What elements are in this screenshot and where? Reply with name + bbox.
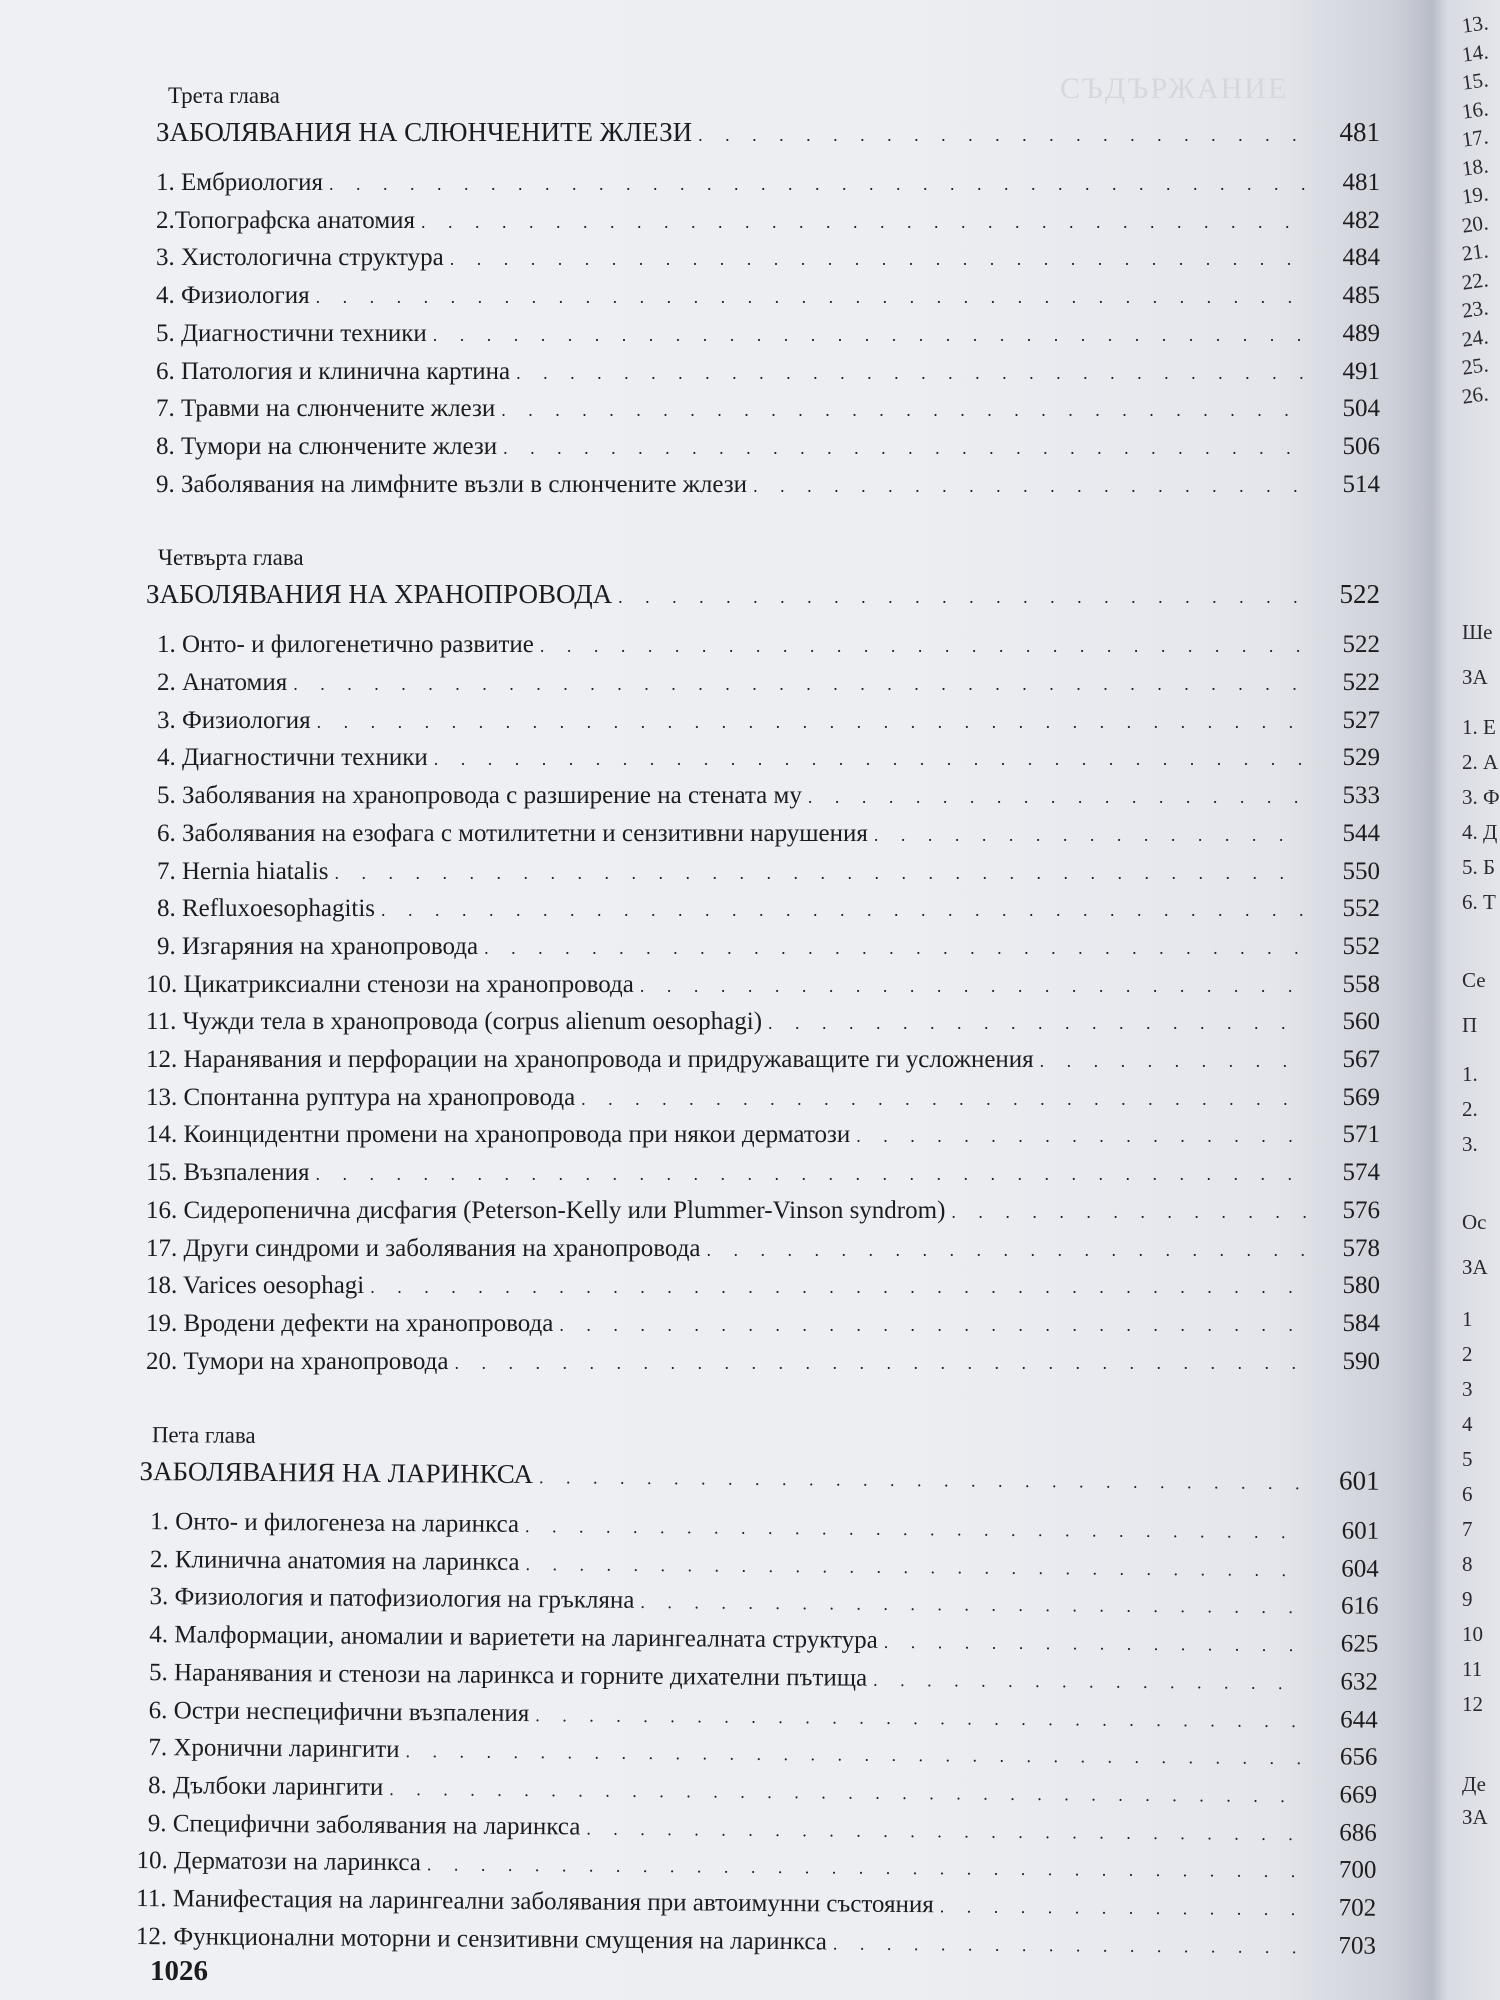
entry-title: 2. Анатомия (157, 669, 288, 697)
facing-line: Ше (1462, 620, 1493, 644)
entry-title: 7. Хронични ларингити (148, 1734, 400, 1764)
dot-leader (808, 779, 1306, 816)
facing-line: 4. Д (1462, 820, 1498, 844)
toc-entry[interactable] (146, 1344, 1380, 1382)
entry-title: 7. Hernia hiatalis (157, 857, 329, 885)
facing-line: 5 (1462, 1447, 1473, 1471)
page-number: 544 (1342, 819, 1380, 847)
entry-title: 10. Цикатриксиални стенози на хранопровода (146, 970, 634, 998)
toc-entry[interactable] (146, 1117, 1380, 1155)
page-number: 529 (1342, 744, 1380, 772)
facing-line: 20. (1460, 209, 1490, 238)
facing-line: 6. Т (1462, 890, 1496, 914)
dot-leader (405, 1734, 1303, 1778)
dot-leader (450, 241, 1306, 278)
entry-title: 5. Диагностични техники (156, 319, 427, 347)
chapter-title: ЗАБОЛЯВАНИЯ НА ЛАРИНКСА (139, 1456, 534, 1490)
page-number: 481 (1342, 169, 1380, 196)
toc-entry[interactable] (146, 929, 1380, 967)
dot-leader (856, 1118, 1306, 1155)
page-number: 522 (1342, 631, 1380, 659)
dot-leader (516, 355, 1306, 392)
dot-leader (329, 166, 1306, 203)
page-number: 506 (1342, 432, 1380, 460)
facing-line: 16. (1460, 95, 1490, 124)
dot-leader (421, 204, 1306, 241)
page-number: 703 (1338, 1932, 1377, 1960)
page-number: 481 (1339, 117, 1380, 147)
facing-line: 3 (1462, 1377, 1473, 1401)
toc-entry[interactable] (146, 778, 1380, 816)
dot-leader (951, 1194, 1306, 1231)
toc-entry[interactable] (146, 1004, 1380, 1042)
page-number: 625 (1340, 1630, 1379, 1659)
dot-leader (317, 704, 1306, 741)
toc-entry[interactable] (146, 1193, 1380, 1231)
facing-line: 10 (1462, 1622, 1483, 1646)
facing-line: 4 (1462, 1412, 1473, 1436)
page-number: 522 (1339, 579, 1380, 610)
entry-title: 3. Физиология и патофизиология на гръкляна (149, 1583, 635, 1615)
entry-title: 9. Заболявания на лимфните възли в слюнчените жлези (156, 470, 748, 498)
page-number: 616 (1340, 1593, 1379, 1621)
dot-leader (501, 392, 1306, 429)
page-number: 550 (1342, 857, 1380, 885)
page-number: 576 (1342, 1196, 1380, 1224)
facing-line: 25. (1460, 352, 1490, 380)
facing-line: Де (1462, 1772, 1486, 1796)
dot-leader (535, 1697, 1304, 1740)
page-number: 669 (1339, 1781, 1378, 1810)
facing-line: 13. (1460, 10, 1490, 38)
toc-entry[interactable] (146, 703, 1380, 741)
toc-entry[interactable] (146, 740, 1380, 778)
entry-title: 20. Тумори на хранопровода (146, 1347, 449, 1375)
toc-entry[interactable] (146, 891, 1380, 929)
dot-leader (698, 117, 1306, 153)
facing-line: 5. Б (1462, 855, 1496, 879)
toc-entry[interactable] (146, 1155, 1380, 1193)
entry-list (146, 627, 1380, 1381)
page-number: 489 (1342, 319, 1380, 347)
dot-leader (433, 317, 1306, 354)
facing-line: 1. (1462, 1062, 1478, 1086)
facing-line: П (1462, 1013, 1478, 1037)
page-number: 514 (1342, 470, 1380, 498)
chapter-label: Пета глава (151, 1422, 256, 1449)
page-number: 504 (1342, 395, 1380, 423)
page-number: 560 (1342, 1008, 1380, 1036)
facing-line: ЗА (1462, 1805, 1488, 1829)
facing-line: ЗА (1462, 1255, 1488, 1279)
toc-entry[interactable] (146, 816, 1380, 854)
dot-leader (316, 279, 1306, 316)
facing-line: 23. (1460, 295, 1490, 323)
page-number: 569 (1342, 1083, 1380, 1111)
dot-leader (484, 930, 1306, 967)
dot-leader (316, 1156, 1306, 1193)
dot-leader (640, 1585, 1304, 1627)
facing-line: 2 (1462, 1342, 1473, 1366)
page-number: 601 (1338, 1465, 1380, 1497)
dot-leader (334, 855, 1306, 892)
entry-title: 8. Дълбоки ларингити (148, 1772, 384, 1802)
page-number: 491 (1342, 357, 1380, 385)
entry-title: 4. Физиология (156, 282, 310, 310)
facing-line: 1 (1462, 1307, 1473, 1331)
facing-line: Ос (1462, 1210, 1487, 1234)
facing-line: 2. А (1462, 750, 1499, 774)
facing-line: 11 (1462, 1657, 1483, 1681)
entry-title: 9. Специфични заболявания на ларинкса (147, 1810, 581, 1841)
facing-line: 8 (1462, 1552, 1473, 1576)
page-number: 632 (1340, 1668, 1379, 1696)
dot-leader (618, 579, 1306, 615)
entry-title: 19. Вродени дефекти на хранопровода (146, 1309, 554, 1337)
dot-leader (581, 1081, 1306, 1118)
page-number: 584 (1342, 1309, 1380, 1337)
toc-entry[interactable] (156, 240, 1380, 278)
facing-line: ЗА (1462, 665, 1488, 689)
entry-title: 2. Клинична анатомия на ларинкса (149, 1546, 520, 1577)
dot-leader (540, 628, 1306, 665)
dot-leader (874, 817, 1306, 854)
dot-leader (454, 1345, 1306, 1382)
entry-list (156, 165, 1380, 504)
page-number: 533 (1342, 782, 1380, 810)
page-number: 522 (1342, 669, 1380, 697)
entry-title: 9. Изгаряния на хранопровода (157, 932, 479, 960)
chapter-3 (156, 80, 1380, 504)
page-number: 574 (1342, 1159, 1380, 1187)
dot-leader (539, 1460, 1306, 1502)
page-number: 686 (1339, 1819, 1377, 1847)
entry-title: 6. Патология и клинична картина (156, 357, 511, 385)
chapter-label: Четвърта глава (158, 545, 304, 571)
facing-line: 15. (1460, 67, 1490, 95)
facing-line: 2. (1462, 1097, 1478, 1121)
entry-title: 12. Наранявания и перфорации на хранопровода и придружаващите ги усложнения (146, 1046, 1034, 1074)
entry-title: 12. Функционални моторни и сензитивни смущения на ларинкса (135, 1923, 828, 1956)
entry-list (136, 1504, 1380, 1966)
facing-line: 18. (1460, 152, 1490, 181)
facing-line: 7 (1462, 1517, 1473, 1541)
entry-title: 16. Сидеропенична дисфагия (Peterson-Kelly или Plummer-Vinson syndrom) (146, 1196, 946, 1224)
chapter-title: ЗАБОЛЯВАНИЯ НА ХРАНОПРОВОДА (146, 579, 613, 610)
entry-title: 1. Онто- и филогенетично развитие (157, 631, 534, 659)
toc-entry[interactable] (146, 627, 1380, 665)
facing-line: 12 (1462, 1692, 1483, 1716)
entry-title: 18. Varices oesophagi (146, 1272, 365, 1300)
folio-page-number: 1026 (150, 1955, 208, 1987)
dot-leader (1040, 1043, 1306, 1080)
page-number: 590 (1342, 1347, 1380, 1375)
entry-title: 2.Топографска анатомия (156, 206, 416, 234)
page-number: 656 (1339, 1744, 1378, 1772)
facing-line: 19. (1460, 181, 1490, 209)
dot-leader (293, 666, 1306, 703)
page-number: 552 (1342, 895, 1380, 923)
entry-title: 14. Коинцидентни промени на хранопровода при някои дерматози (146, 1121, 851, 1149)
facing-line: 14. (1460, 38, 1490, 67)
toc-entry[interactable] (146, 854, 1380, 892)
facing-line: 9 (1462, 1587, 1473, 1611)
entry-title: 11. Чужди тела в хранопровода (corpus alienum oesophagi) (146, 1008, 763, 1036)
entry-title: 13. Спонтанна руптура на хранопровода (146, 1083, 576, 1111)
dot-leader (833, 1926, 1302, 1966)
entry-title: 15. Възпаления (146, 1159, 310, 1187)
chapter-5 (136, 1419, 1380, 1966)
entry-title: 10. Дерматози на ларинкса (136, 1847, 421, 1877)
chapter-label: Трета глава (168, 83, 280, 108)
toc-entry[interactable] (156, 391, 1380, 429)
dot-leader (434, 741, 1306, 778)
entry-title: 3. Хистологична структура (156, 244, 444, 272)
dot-leader (884, 1624, 1305, 1664)
dot-leader (503, 430, 1306, 467)
entry-title: 3. Физиология (157, 706, 311, 734)
entry-title: 8. Тумори на слюнчените жлези (156, 432, 498, 460)
facing-line: 3. Ф (1462, 785, 1500, 809)
facing-line: 3. (1462, 1132, 1478, 1156)
toc-entry[interactable] (146, 1268, 1380, 1306)
page-number: 702 (1338, 1894, 1377, 1923)
entry-title: 11. Манифестация на ларингеални заболявания при автоимунни състояния (136, 1885, 934, 1919)
entry-title: 1. Ембриология (156, 169, 323, 196)
facing-line: 17. (1460, 124, 1490, 152)
entry-title: 17. Други синдроми и заболявания на хранопровода (146, 1234, 701, 1262)
dot-leader (586, 1811, 1303, 1853)
chapter-4 (146, 542, 1380, 1381)
chapter-title-row[interactable] (146, 576, 1380, 615)
toc-entry[interactable] (146, 1042, 1380, 1080)
toc-entry[interactable] (146, 1231, 1380, 1269)
entry-title: 6. Остри неспецифични възпаления (148, 1696, 530, 1727)
dot-leader (525, 1546, 1305, 1589)
toc-entry[interactable] (146, 1080, 1380, 1118)
chapter-title: ЗАБОЛЯВАНИЯ НА СЛЮНЧЕНИТЕ ЖЛЕЗИ (156, 117, 693, 147)
page-number: 567 (1342, 1046, 1380, 1074)
page-number: 644 (1340, 1706, 1378, 1734)
dot-leader (525, 1508, 1305, 1551)
dot-leader (768, 1005, 1306, 1042)
dot-leader (381, 892, 1306, 929)
toc-entry[interactable] (156, 278, 1380, 316)
dot-leader (940, 1889, 1303, 1929)
facing-line: 24. (1460, 323, 1490, 352)
page-number: 700 (1338, 1857, 1377, 1885)
entry-title: 6. Заболявания на езофага с мотилитетни и сензитивни нарушения (157, 819, 868, 847)
page-number: 552 (1342, 932, 1380, 960)
toc-entry[interactable] (146, 665, 1380, 703)
entry-title: 1. Онто- и филогенеза на ларинкса (150, 1508, 520, 1539)
dot-leader (873, 1662, 1304, 1702)
page-number: 571 (1342, 1121, 1380, 1149)
page-number: 482 (1342, 206, 1380, 234)
dot-leader (559, 1307, 1306, 1344)
entry-title: 5. Заболявания на хранопровода с разширение на стената му (157, 782, 802, 810)
dot-leader (753, 468, 1306, 505)
page-number: 601 (1341, 1517, 1380, 1546)
dot-leader (370, 1269, 1306, 1306)
entry-title: 4. Диагностични техники (157, 744, 428, 772)
entry-title: 7. Травми на слюнчените жлези (156, 395, 496, 423)
facing-line: 1. Е (1462, 715, 1496, 739)
entry-title: 4. Малформации, аномалии и вариетети на ларингеалната структура (149, 1621, 878, 1655)
entry-title: 5. Наранявания и стенози на ларинкса и горните дихателни пътища (148, 1659, 868, 1692)
facing-line: 21. (1460, 238, 1490, 266)
show-through-text: СЪДЪРЖАНИЕ (1060, 72, 1289, 105)
table-of-contents (135, 80, 1380, 1995)
toc-entry[interactable] (146, 967, 1380, 1005)
toc-entry[interactable] (156, 429, 1380, 467)
page-number: 527 (1342, 706, 1380, 734)
chapter-title-row[interactable] (139, 1453, 1379, 1502)
page-number: 578 (1342, 1234, 1380, 1262)
dot-leader (640, 968, 1306, 1005)
facing-line: 22. (1460, 266, 1490, 295)
page-number: 485 (1342, 282, 1380, 310)
facing-line: 6 (1462, 1482, 1473, 1506)
entry-title: 8. Refluxoesophagitis (157, 895, 376, 923)
dot-leader (707, 1232, 1306, 1269)
toc-entry[interactable] (156, 467, 1380, 505)
chapter-title-row[interactable] (156, 114, 1380, 153)
toc-entry[interactable] (156, 354, 1380, 392)
page-number: 484 (1342, 244, 1380, 272)
facing-page-fragment (1458, 0, 1500, 2000)
toc-entry[interactable] (156, 203, 1380, 241)
page-number: 580 (1342, 1272, 1380, 1300)
toc-entry[interactable] (156, 165, 1380, 203)
page-number: 604 (1341, 1555, 1379, 1583)
toc-entry[interactable] (156, 316, 1380, 354)
facing-line: Се (1462, 968, 1486, 992)
toc-entry[interactable] (146, 1306, 1380, 1344)
page-number: 558 (1342, 970, 1380, 998)
facing-line: 26. (1460, 380, 1490, 409)
